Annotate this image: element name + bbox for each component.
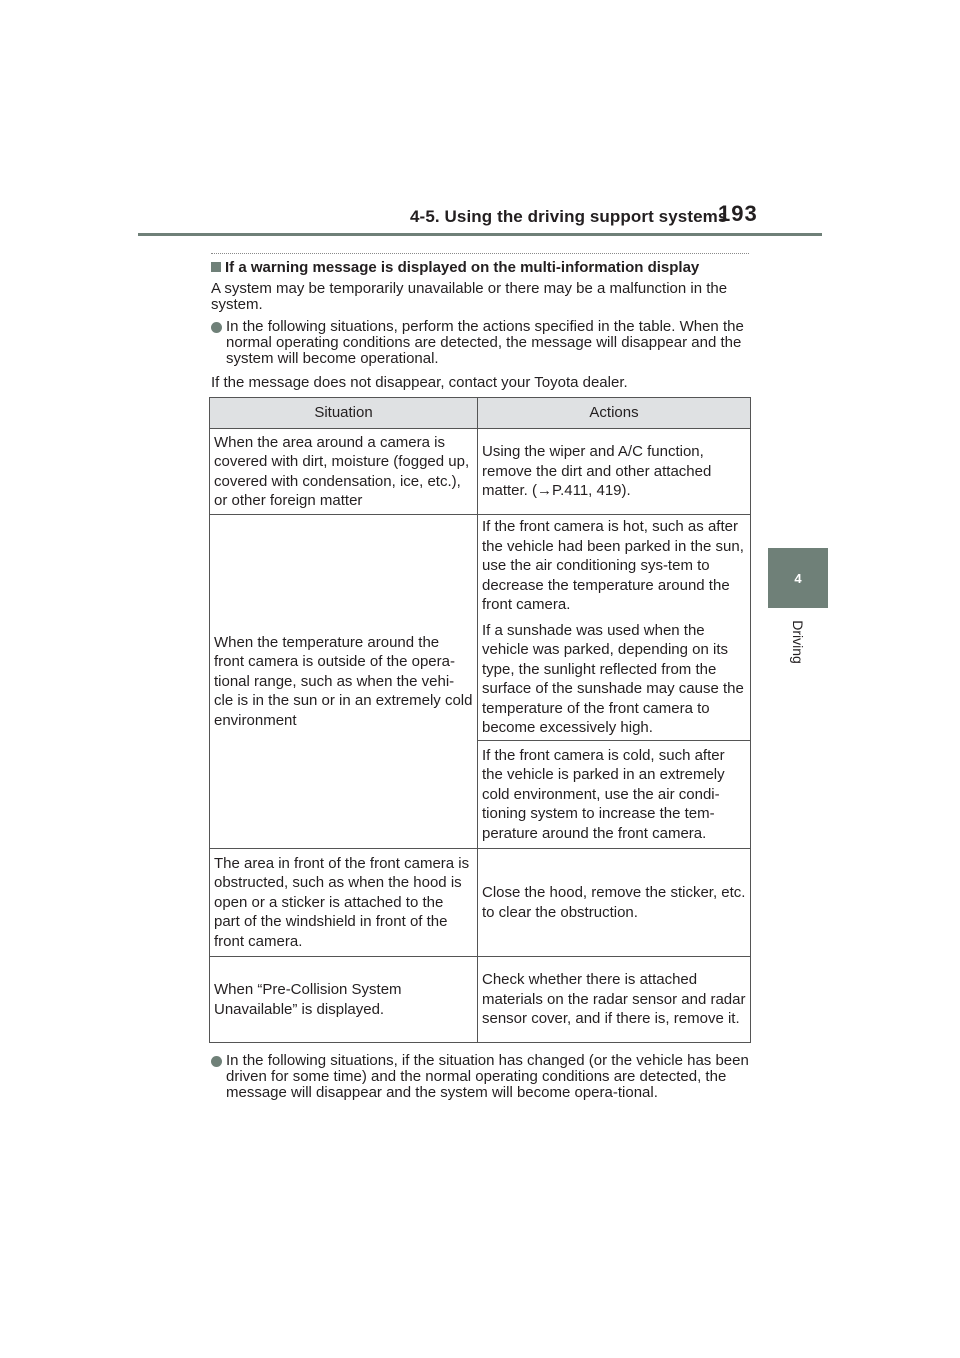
chapter-label: Driving (790, 620, 806, 664)
situation-cell: When the area around a camera is covered with dirt, moisture (fogged up, covered with condensation, ice, etc.), or other foreign matter (210, 429, 478, 515)
action-cell (478, 515, 751, 741)
bullet-text: In the following situations, if the situation has changed (or the vehicle has been driven for some time) and the normal operating conditions are detected, the message will disappear and the system will become opera-tional. (226, 1052, 749, 1101)
column-header-actions: Actions (478, 398, 751, 429)
page-number: 193 (718, 201, 758, 226)
section-title: 4-5. Using the driving support systems (410, 207, 728, 226)
circle-bullet-icon (211, 322, 222, 333)
bullet-text: In the following situations, perform the actions specified in the table. When the normal operating conditions are detected, the message will disappear and the system will become operational. (226, 318, 744, 367)
action-cell: If the front camera is cold, such after the vehicle is parked in an extremely cold environment, use the air condi-tioning system to increase the tem-perature around the front camera. (478, 741, 751, 849)
action-text: If the front camera is hot, such as after the vehicle had been parked in the sun, use the air conditioning sys-tem to decrease the temperature around the front camera. (482, 518, 744, 614)
chapter-label-container (790, 612, 806, 672)
bullet-item (211, 1053, 751, 1101)
note-paragraph: If the message does not disappear, contact your Toyota dealer. (211, 374, 628, 391)
situation-cell: When “Pre-Collision System Unavailable” is displayed. (210, 957, 478, 1043)
table-header-row (210, 398, 751, 429)
situation-cell: When the temperature around the front camera is outside of the opera-tional range, such as when the vehi-cle is in the sun or in an extremely cold environment (210, 515, 478, 849)
action-text: If a sunshade was used when the vehicle was parked, depending on its type, the sunlight reflected from the surface of the sunshade may cause the temperature of the front camera to become excessively high. (482, 621, 744, 737)
action-cell: Check whether there is attached materials on the radar sensor and radar sensor cover, and if there is, remove it. (478, 957, 751, 1043)
circle-bullet-icon (211, 1056, 222, 1067)
bullet-item (211, 319, 751, 367)
column-header-situation: Situation (210, 398, 478, 429)
action-cell: Using the wiper and A/C function, remove the dirt and other attached matter. (→P.411, 419). (478, 429, 751, 515)
warning-actions-table (209, 397, 751, 1043)
header-rule (138, 233, 822, 236)
situation-cell: The area in front of the front camera is obstructed, such as when the hood is open or a sticker is attached to the part of the windshield in front of the front camera. (210, 849, 478, 957)
section-heading-text: If a warning message is displayed on the multi-information display (225, 259, 700, 276)
intro-paragraph: A system may be temporarily unavailable or there may be a malfunction in the system. (211, 280, 728, 313)
chapter-tab (768, 548, 828, 608)
square-bullet-icon (211, 262, 221, 272)
section-divider (211, 253, 749, 254)
chapter-number: 4 (794, 570, 802, 586)
section-heading (211, 259, 699, 276)
table-row (210, 849, 751, 957)
table-row (210, 957, 751, 1043)
table-row (210, 515, 751, 741)
action-cell: Close the hood, remove the sticker, etc. to clear the obstruction. (478, 849, 751, 957)
table-row (210, 429, 751, 515)
